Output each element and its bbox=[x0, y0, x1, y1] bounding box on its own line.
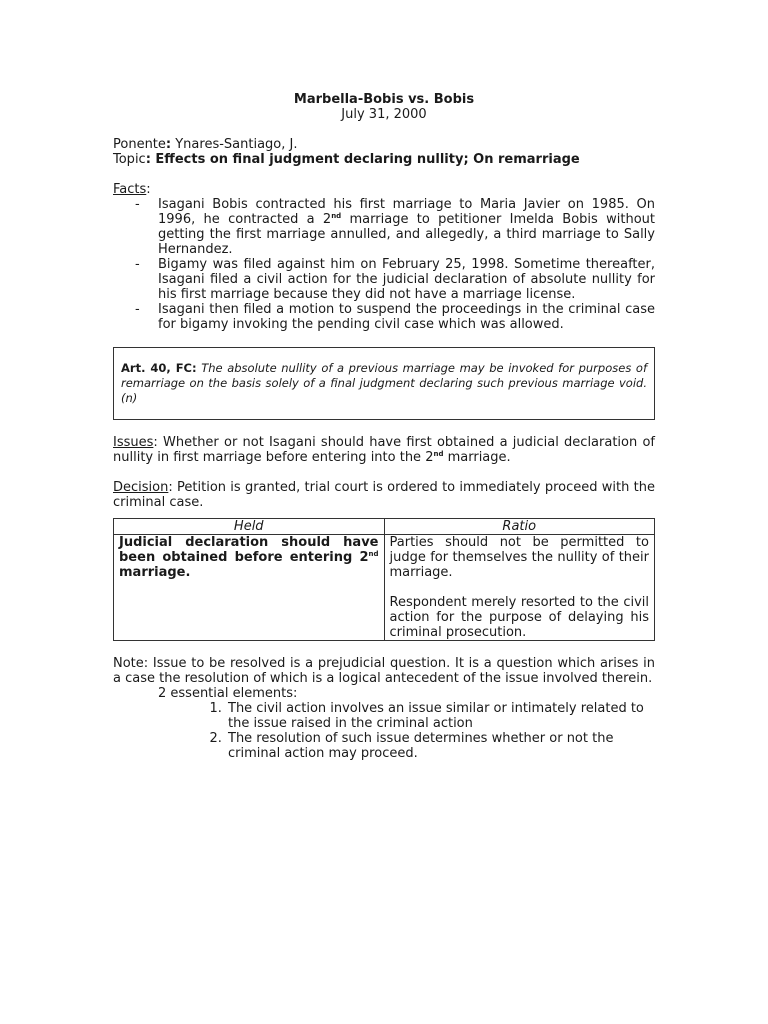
facts-list bbox=[113, 197, 655, 332]
fact-item: - Isagani Bobis contracted his first marriage to Maria Javier on 1985. On 1996, he contracted a 2nd marriage to petitioner Imelda Bobis without getting the first marriage annulled, and allegedly, a third marriage to Sally Hernandez. bbox=[135, 197, 655, 257]
case-date: July 31, 2000 bbox=[341, 107, 427, 122]
element-item: 2. The resolution of such issue determines whether or not the criminal action may proceed. bbox=[226, 731, 655, 761]
fact-item: - Isagani then filed a motion to suspend the proceedings in the criminal case for bigamy invoking the pending civil case which was allowed. bbox=[135, 302, 655, 332]
issues-label: Issues bbox=[113, 435, 154, 450]
article-text: The absolute nullity of a previous marriage may be invoked for purposes of remarriage on the basis solely of a final judgment declaring such previous marriage void. (n) bbox=[121, 361, 647, 405]
ratio-header: Ratio bbox=[384, 519, 655, 535]
issues-paragraph: Issues: Whether or not Isagani should have first obtained a judicial declaration of nullity in first marriage before entering into the 2nd marriage. bbox=[113, 435, 655, 465]
element-item: 1. The civil action involves an issue similar or intimately related to the issue raised in the criminal action bbox=[226, 701, 655, 731]
elements-heading: 2 essential elements: bbox=[158, 686, 298, 701]
ponente-value: Ynares-Santiago, J. bbox=[171, 137, 298, 152]
article-box bbox=[113, 347, 655, 420]
article-label: Art. 40, FC: bbox=[121, 361, 197, 375]
fact-item: - Bigamy was filed against him on February 25, 1998. Sometime thereafter, Isagani filed a civil action for the judicial declaration of absolute nullity for his first marriage because they did not have a marriage license. bbox=[135, 257, 655, 302]
decision-label: Decision bbox=[113, 480, 169, 495]
held-header: Held bbox=[114, 519, 385, 535]
ponente-colon: : bbox=[165, 137, 172, 152]
ratio-paragraph: Respondent merely resorted to the civil action for the purpose of delaying his criminal prosecution. bbox=[389, 595, 649, 640]
ratio-cell bbox=[384, 535, 655, 641]
held-ratio-table bbox=[113, 518, 655, 641]
facts-label: Facts bbox=[113, 182, 147, 197]
decision-paragraph: Decision: Petition is granted, trial court is ordered to immediately proceed with the criminal case. bbox=[113, 480, 655, 510]
topic-label: Topic bbox=[113, 152, 146, 167]
case-digest-page bbox=[113, 90, 655, 761]
facts-heading: Facts: bbox=[113, 182, 151, 197]
ponente-label: Ponente bbox=[113, 137, 166, 152]
topic-value: : Effects on final judgment declaring nullity; On remarriage bbox=[145, 152, 580, 167]
elements-list bbox=[113, 701, 655, 761]
topic-line bbox=[113, 152, 655, 167]
ratio-paragraph: Parties should not be permitted to judge for themselves the nullity of their marriage. bbox=[389, 535, 649, 580]
held-cell: Judicial declaration should have been obtained before entering 2nd marriage. bbox=[114, 535, 385, 641]
note-paragraph: Note: Issue to be resolved is a prejudicial question. It is a question which arises in a case the resolution of which is a logical antecedent of the issue involved therein. bbox=[113, 656, 655, 686]
ponente-line bbox=[113, 137, 655, 152]
case-title: Marbella-Bobis vs. Bobis bbox=[293, 92, 475, 107]
